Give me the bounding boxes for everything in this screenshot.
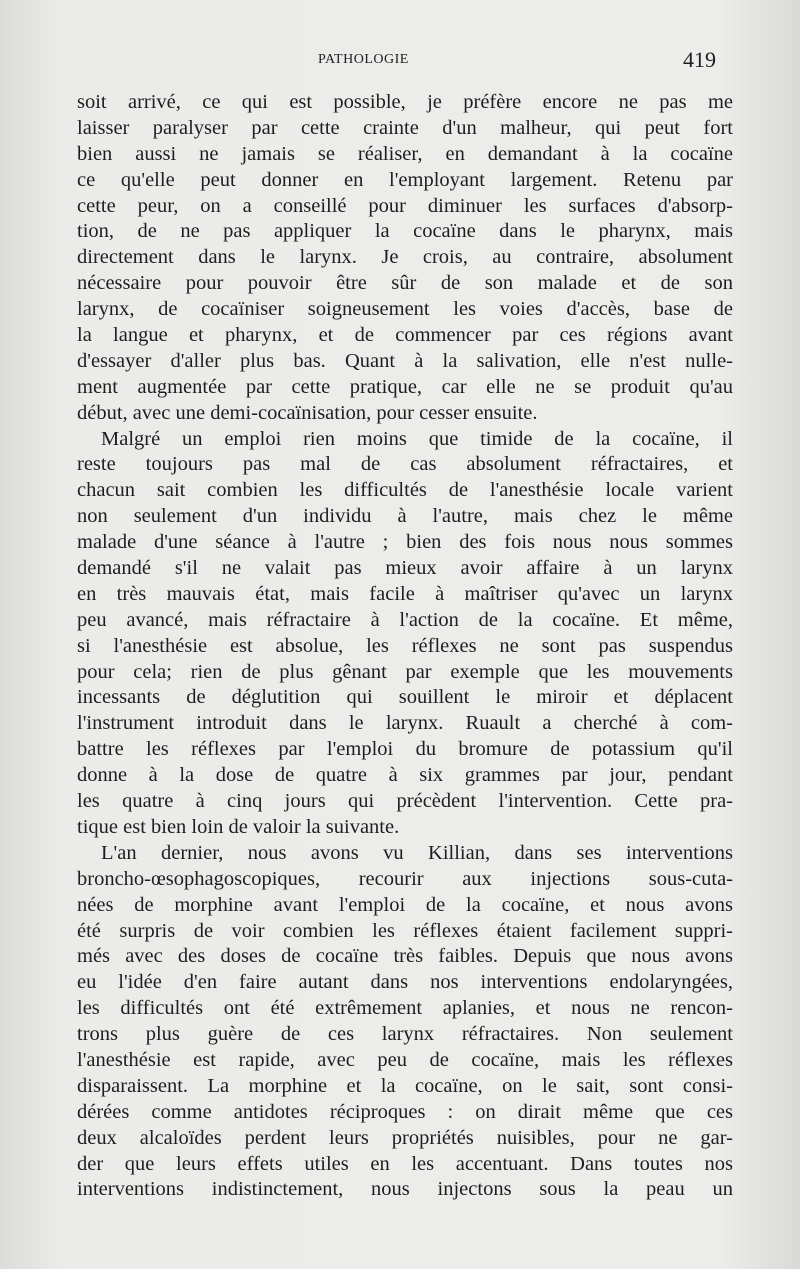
- text-line: les difficultés ont été extrêmement aplanies, et nous ne rencon-: [77, 997, 733, 1020]
- text-line: donne à la dose de quatre à six grammes par jour, pendant: [77, 764, 733, 787]
- text-line: d'essayer d'aller plus bas. Quant à la salivation, elle n'est nulle-: [77, 349, 733, 372]
- text-line: été surpris de voir combien les réflexes étaient facilement suppri-: [77, 919, 733, 942]
- text-line: pour cela; rien de plus gênant par exemple que les mouvements: [77, 660, 733, 683]
- text-line: si l'anesthésie est absolue, les réflexes ne sont pas suspendus: [77, 634, 733, 657]
- text-line: peu avancé, mais réfractaire à l'action de la cocaïne. Et même,: [77, 608, 733, 631]
- text-line: tique est bien loin de valoir la suivante.: [77, 815, 400, 838]
- text-line: début, avec une demi-cocaïnisation, pour cesser ensuite.: [77, 401, 538, 424]
- text-line: ce qu'elle peut donner en l'employant largement. Retenu par: [77, 168, 733, 191]
- text-line: més avec des doses de cocaïne très faibles. Depuis que nous avons: [77, 945, 733, 968]
- text-line: les quatre à cinq jours qui précèdent l'intervention. Cette pra-: [77, 790, 733, 813]
- text-line: reste toujours pas mal de cas absolument réfractaires, et: [77, 453, 733, 476]
- text-line: nées de morphine avant l'emploi de la cocaïne, et nous avons: [77, 893, 733, 916]
- body-text: [77, 90, 733, 1203]
- text-line: L'an dernier, nous avons vu Killian, dans ses interventions: [101, 841, 733, 864]
- text-line: larynx, de cocaïniser soigneusement les voies d'accès, base de: [77, 298, 733, 321]
- text-line: nécessaire pour pouvoir être sûr de son malade et de son: [77, 272, 733, 295]
- text-line: deux alcaloïdes perdent leurs propriétés nuisibles, pour ne gar-: [77, 1126, 733, 1149]
- text-line: non seulement d'un individu à l'autre, mais chez le même: [77, 505, 733, 528]
- text-line: disparaissent. La morphine et la cocaïne, on le sait, sont consi-: [77, 1074, 733, 1097]
- text-line: en très mauvais état, mais facile à maîtriser qu'avec un larynx: [77, 582, 733, 605]
- text-line: laisser paralyser par cette crainte d'un malheur, qui peut fort: [77, 116, 733, 139]
- text-line: directement dans le larynx. Je crois, au contraire, absolument: [77, 246, 733, 269]
- text-line: broncho-œsophagoscopiques, recourir aux injections sous-cuta-: [77, 867, 733, 890]
- text-line: malade d'une séance à l'autre ; bien des fois nous nous sommes: [77, 531, 733, 554]
- text-line: tion, de ne pas appliquer la cocaïne dans le pharynx, mais: [77, 220, 733, 243]
- text-line: Malgré un emploi rien moins que timide de la cocaïne, il: [101, 427, 733, 450]
- text-line: l'instrument introduit dans le larynx. Ruault a cherché à com-: [77, 712, 733, 735]
- text-line: l'anesthésie est rapide, avec peu de cocaïne, mais les réflexes: [77, 1048, 733, 1071]
- text-line: la langue et pharynx, et de commencer par ces régions avant: [77, 324, 733, 347]
- text-line: soit arrivé, ce qui est possible, je préfère encore ne pas me: [77, 91, 733, 113]
- text-line: trons plus guère de ces larynx réfractaires. Non seulement: [77, 1023, 733, 1046]
- page-number: 419: [683, 47, 716, 72]
- page-header: [0, 48, 800, 76]
- text-line: demandé s'il ne valait pas mieux avoir affaire à un larynx: [77, 557, 733, 580]
- text-line: eu l'idée d'en faire autant dans nos interventions endolaryngées,: [77, 971, 733, 994]
- text-line: der que leurs effets utiles en les accentuant. Dans toutes nos: [77, 1152, 733, 1175]
- text-line: cette peur, on a conseillé pour diminuer les surfaces d'absorp-: [77, 194, 733, 217]
- running-title: PATHOLOGIE: [318, 52, 409, 67]
- text-line: battre les réflexes par l'emploi du bromure de potassium qu'il: [77, 738, 733, 761]
- text-line: dérées comme antidotes réciproques : on dirait même que ces: [77, 1100, 733, 1123]
- text-line: ment augmentée par cette pratique, car elle ne se produit qu'au: [77, 375, 733, 398]
- text-line: incessants de déglutition qui souillent le miroir et déplacent: [77, 686, 733, 709]
- text-line: bien aussi ne jamais se réaliser, en demandant à la cocaïne: [77, 142, 733, 165]
- text-line: interventions indistinctement, nous injectons sous la peau un: [77, 1178, 733, 1201]
- text-line: chacun sait combien les difficultés de l'anesthésie locale varient: [77, 479, 733, 502]
